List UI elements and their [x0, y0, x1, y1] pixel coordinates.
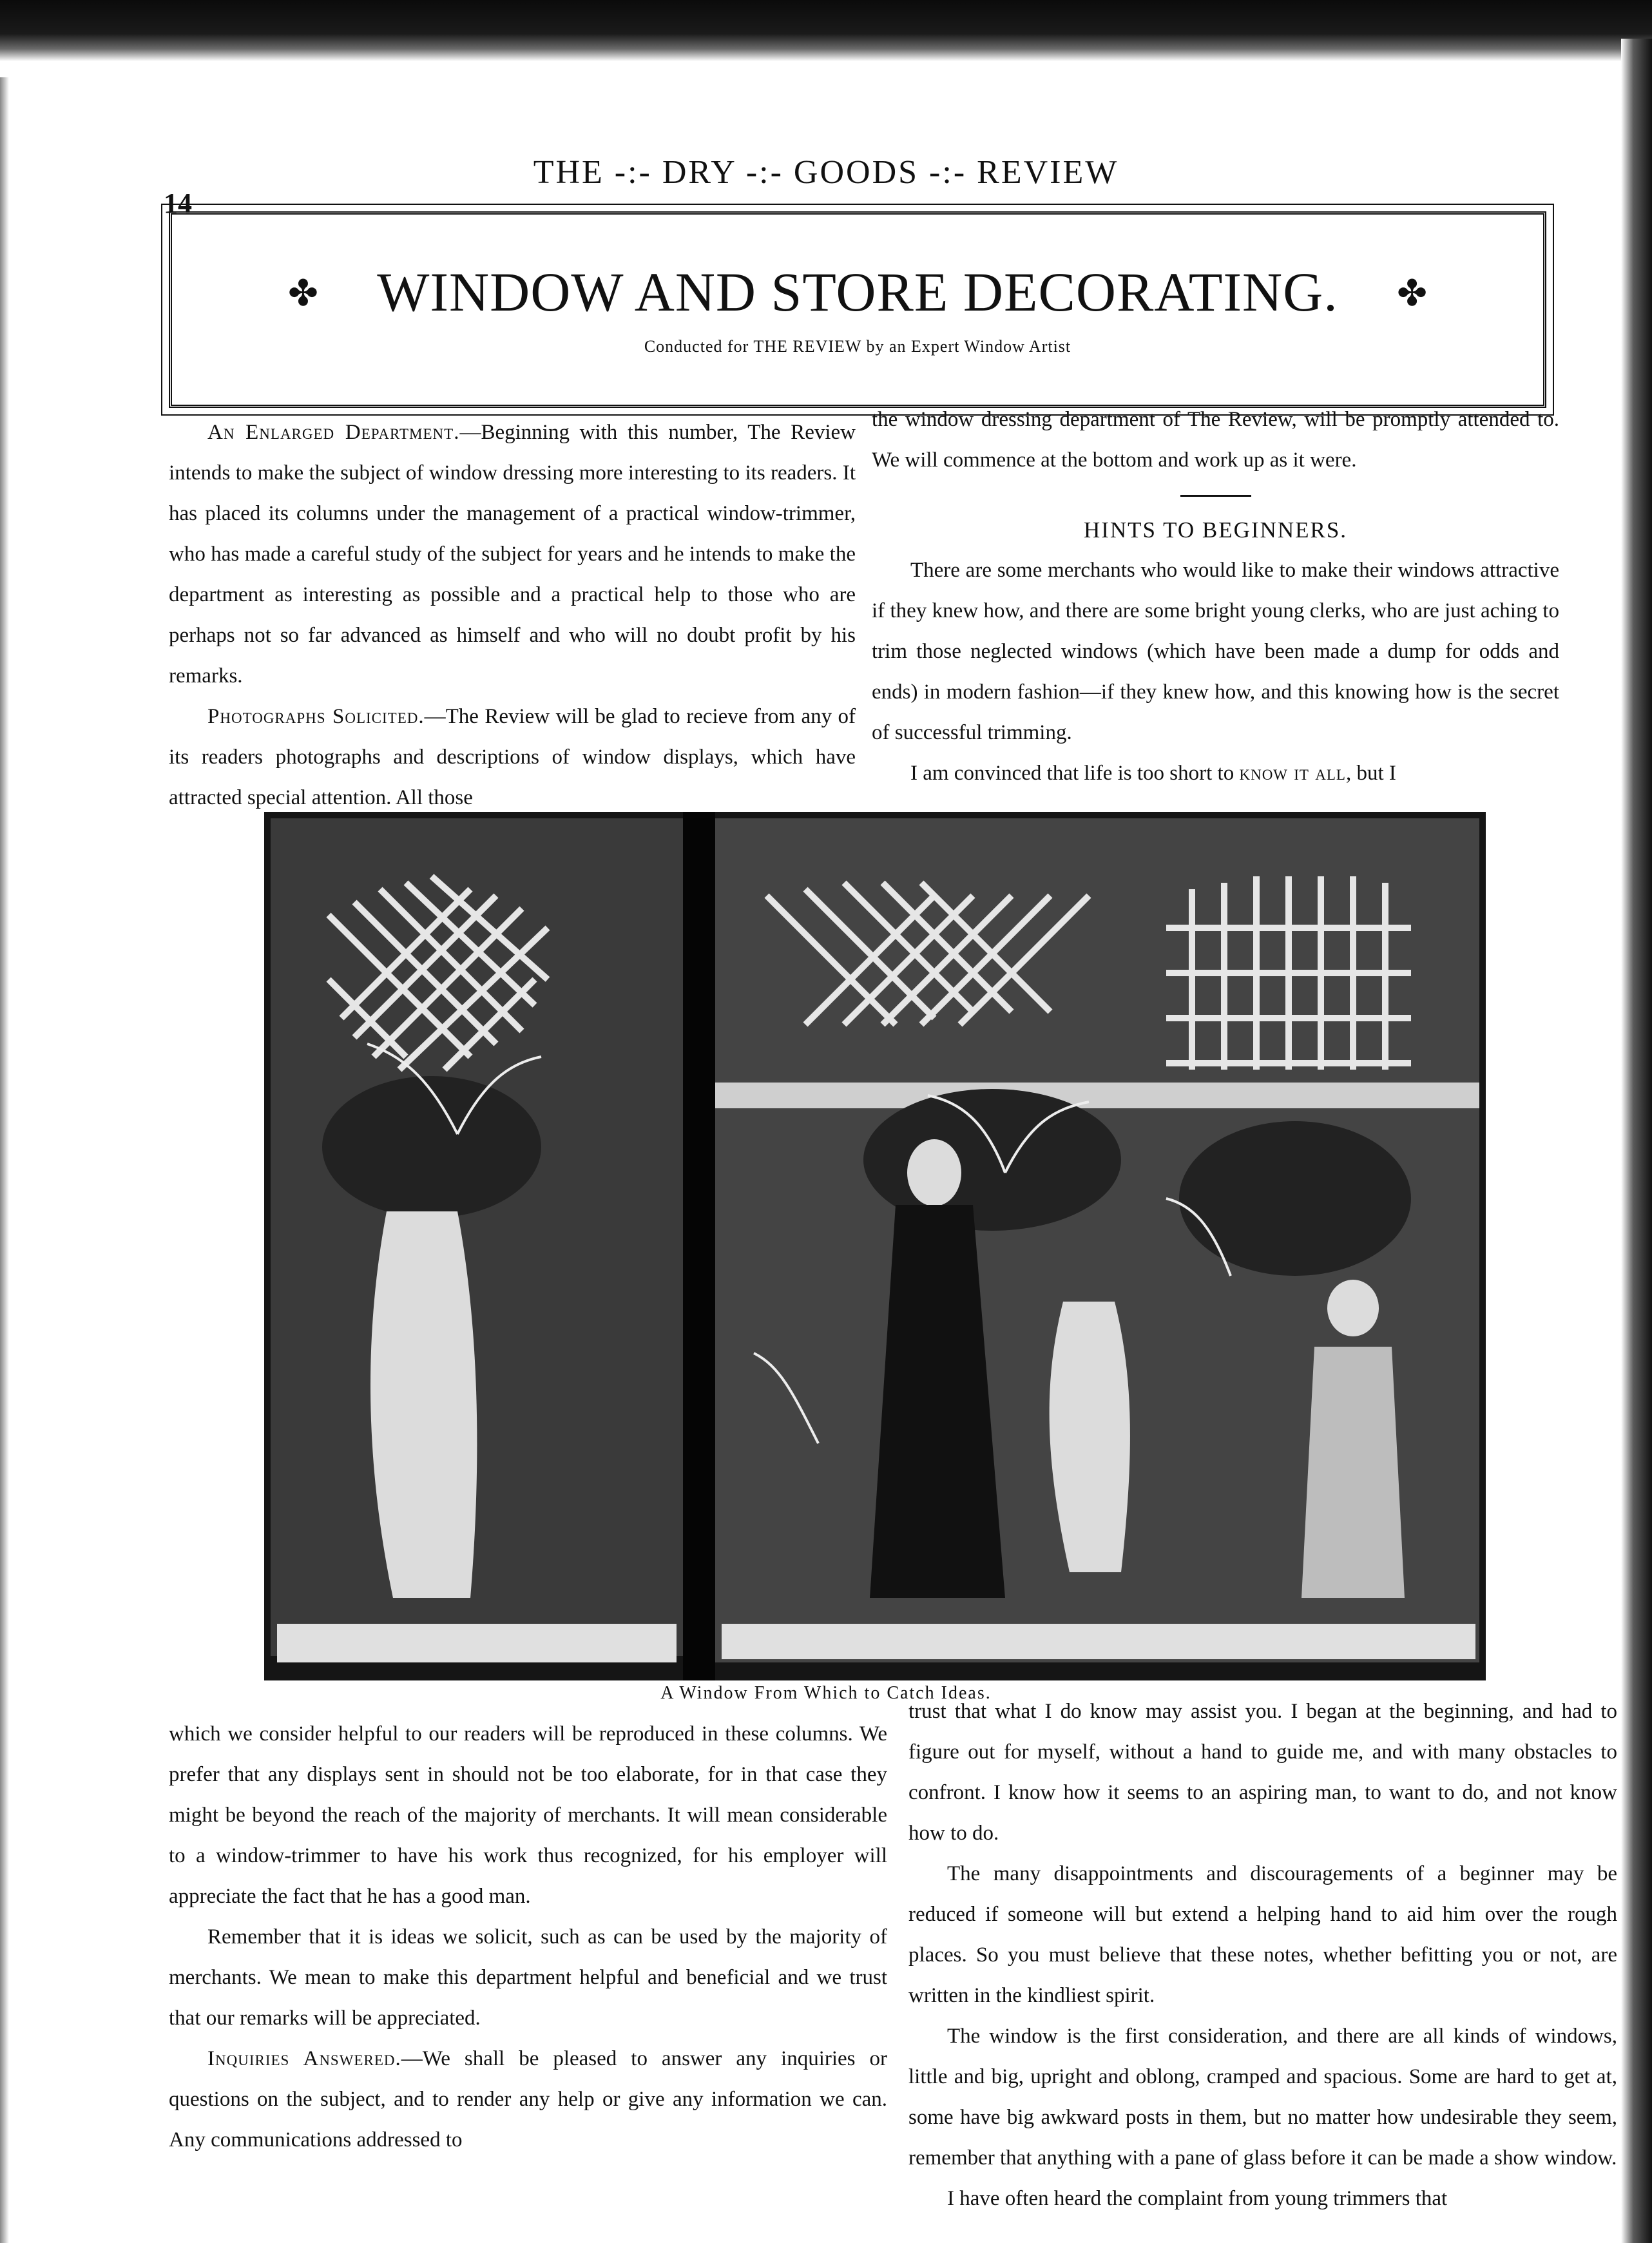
title-box	[169, 211, 1546, 408]
paragraph-ideas: Remember that it is ideas we solicit, such as can be used by the majority of merchants. We mean to make this department helpful and beneficial and we trust that our remarks will be appreciated.	[169, 1925, 887, 2030]
paragraph-continued: which we consider helpful to our readers will be reproduced in these columns. We prefer that any displays sent in should not be too elaborate, for in that case they might be beyond the reach of the majority of merchants. It will mean considerable to a window-trimmer to have his work thus recognized, for his employer will appreciate the fact that he has a good man.	[169, 1722, 887, 1908]
ornament-left-icon: ✤	[288, 274, 318, 314]
run-in-heading: Inquiries Answered.	[207, 2047, 401, 2070]
window-display-illustration	[264, 812, 1486, 1680]
scan-edge-top	[0, 0, 1652, 61]
page-number: 14	[164, 188, 192, 219]
section-title: WINDOW AND STORE DECORATING.	[377, 261, 1338, 323]
section-subtitle: Conducted for THE REVIEW by an Expert Window Artist	[644, 337, 1071, 356]
ornament-right-icon: ✤	[1397, 274, 1427, 314]
paragraph-continued: trust that what I do know may assist you. I began at the beginning, and had to figure out for myself, without a hand to guide me, and with many obstacles to confront. I know how it seems to an aspiring man, to want to do, and not know how to do.	[908, 1700, 1617, 1845]
paragraph-window-consideration: The window is the first consideration, and there are all kinds of windows, little and big, upright and oblong, cramped and spacious. Some are hard to get at, some have big awkward posts in them, but no matter how undesirable they seem, remember that anything with a pane of glass before it can be made a show window.	[908, 2025, 1617, 2170]
column-bottom-right	[908, 1691, 1617, 2219]
paragraph-text: —We shall be pleased to answer any inquiries or questions on the subject, and to render any help or give any information we can. Any communications addressed to	[169, 2047, 887, 2152]
paragraph-text: —The Review will be glad to recieve from any of its readers photographs and descriptions of window displays, which have attracted special attention. All those	[169, 705, 856, 809]
photo-caption: A Window From Which to Catch Ideas.	[660, 1683, 992, 1703]
scan-edge-left	[0, 77, 9, 2243]
window-display-photo	[264, 812, 1486, 1680]
paragraph-text: I am convinced that life is too short to	[910, 762, 1240, 785]
paragraph-continued: the window dressing department of The Review, will be promptly attended to. We will commence at the bottom and work up as it were.	[872, 408, 1559, 472]
emphasis-know-it-all: know it all	[1239, 762, 1346, 785]
paragraph-text: , but I	[1345, 762, 1396, 785]
paragraph-enlarged-department	[169, 412, 856, 697]
paragraph-disappointments: The many disappointments and discouragements of a beginner may be reduced if someone will but extend a helping hand to aid him over the rough places. So you must believe that these notes, whether befitting you or not, are written in the kindliest spirit.	[908, 1862, 1617, 2007]
paragraph-photographs-solicited	[169, 697, 856, 818]
column-top-right	[872, 400, 1559, 794]
paragraph-merchants: There are some merchants who would like to make their windows attractive if they knew how, and there are some bright young clerks, who are just aching to trim those neglected windows (which have been made a dump for odds and ends) in modern fashion—if they knew how, and this knowing how is the secret of successful trimming.	[872, 559, 1559, 744]
column-bottom-left	[169, 1714, 887, 2161]
subheading-hints: HINTS TO BEGINNERS.	[1083, 517, 1348, 543]
section-divider	[1180, 495, 1251, 497]
run-in-heading: Photographs Solicited.	[207, 705, 425, 728]
running-head: THE -:- DRY -:- GOODS -:- REVIEW	[533, 154, 1119, 191]
paragraph-convinced	[872, 753, 1559, 794]
paragraph-text: —Beginning with this number, The Review intends to make the subject of window dressing more interesting to its readers. It has placed its columns under the management of a practical window-trimmer, who has made a careful study of the subject for years and he intends to make the department as interesting as possible and a practical help to those who are perhaps not so far advanced as himself and who will no doubt profit by his remarks.	[169, 421, 856, 688]
run-in-heading: An Enlarged Department.	[207, 421, 460, 444]
column-top-left	[169, 412, 856, 818]
scan-edge-right	[1621, 39, 1652, 2243]
paragraph-inquiries-answered	[169, 2039, 887, 2161]
paragraph-complaint: I have often heard the complaint from young trimmers that	[947, 2187, 1448, 2210]
